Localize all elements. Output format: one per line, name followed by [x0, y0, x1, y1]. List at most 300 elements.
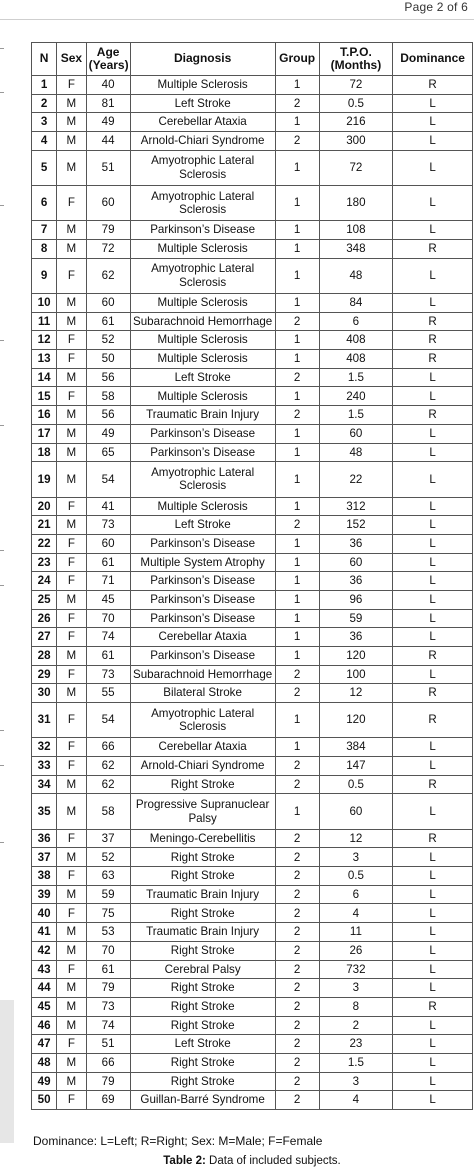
age-cell: 60 — [86, 294, 130, 313]
sex-cell: F — [57, 867, 86, 886]
group-cell: 2 — [275, 979, 319, 998]
dominance-cell: L — [393, 794, 473, 829]
group-cell: 1 — [275, 794, 319, 829]
group-cell: 1 — [275, 240, 319, 259]
diagnosis-cell: Parkinson’s Disease — [130, 590, 275, 609]
age-cell: 58 — [86, 387, 130, 406]
subjects-table — [31, 42, 473, 1110]
dominance-cell: R — [393, 76, 473, 95]
sex-cell: F — [57, 757, 86, 776]
age-cell: 61 — [86, 553, 130, 572]
dominance-cell: R — [393, 406, 473, 425]
dominance-cell: L — [393, 1016, 473, 1035]
side-panel-shade — [0, 1000, 14, 1143]
age-cell: 63 — [86, 867, 130, 886]
age-cell: 62 — [86, 775, 130, 794]
diagnosis-cell: Parkinson’s Disease — [130, 221, 275, 240]
tpo-cell: 72 — [319, 76, 393, 95]
age-cell: 40 — [86, 76, 130, 95]
diagnosis-cell: Progressive Supranuclear Palsy — [130, 794, 275, 829]
sex-cell: F — [57, 665, 86, 684]
sex-cell: M — [57, 1016, 86, 1035]
sex-cell: M — [57, 240, 86, 259]
diagnosis-cell: Right Stroke — [130, 979, 275, 998]
table-row — [32, 609, 473, 628]
n-cell: 35 — [32, 794, 57, 829]
table-row — [32, 1053, 473, 1072]
n-cell: 3 — [32, 113, 57, 132]
n-cell: 11 — [32, 312, 57, 331]
table-row — [32, 979, 473, 998]
age-cell: 52 — [86, 848, 130, 867]
tpo-cell: 3 — [319, 848, 393, 867]
margin-tick — [0, 92, 4, 93]
tpo-cell: 732 — [319, 960, 393, 979]
diagnosis-cell: Arnold-Chiari Syndrome — [130, 757, 275, 776]
dominance-cell: L — [393, 665, 473, 684]
dominance-cell: L — [393, 1053, 473, 1072]
sex-cell: M — [57, 848, 86, 867]
n-cell: 45 — [32, 997, 57, 1016]
tpo-cell: 72 — [319, 150, 393, 185]
sex-cell: M — [57, 997, 86, 1016]
diagnosis-cell: Cerebral Palsy — [130, 960, 275, 979]
table-row — [32, 312, 473, 331]
age-cell: 62 — [86, 258, 130, 293]
sex-cell: M — [57, 368, 86, 387]
dominance-cell: L — [393, 387, 473, 406]
diagnosis-cell: Subarachnoid Hemorrhage — [130, 665, 275, 684]
diagnosis-cell: Parkinson’s Disease — [130, 534, 275, 553]
n-cell: 7 — [32, 221, 57, 240]
sex-cell: F — [57, 609, 86, 628]
dominance-cell: L — [393, 94, 473, 113]
diagnosis-cell: Amyotrophic Lateral Sclerosis — [130, 703, 275, 738]
n-cell: 23 — [32, 553, 57, 572]
sex-cell: F — [57, 186, 86, 221]
age-cell: 61 — [86, 960, 130, 979]
dominance-cell: L — [393, 150, 473, 185]
table-row — [32, 738, 473, 757]
tpo-cell: 408 — [319, 331, 393, 350]
diagnosis-cell: Right Stroke — [130, 941, 275, 960]
diagnosis-cell: Right Stroke — [130, 997, 275, 1016]
tpo-cell: 6 — [319, 885, 393, 904]
group-cell: 1 — [275, 647, 319, 666]
group-cell: 2 — [275, 885, 319, 904]
tpo-cell: 4 — [319, 904, 393, 923]
group-cell: 2 — [275, 757, 319, 776]
n-cell: 22 — [32, 534, 57, 553]
diagnosis-cell: Cerebellar Ataxia — [130, 738, 275, 757]
n-cell: 44 — [32, 979, 57, 998]
dominance-cell: L — [393, 368, 473, 387]
tpo-cell: 152 — [319, 516, 393, 535]
dominance-cell: L — [393, 590, 473, 609]
table-row — [32, 350, 473, 369]
age-cell: 44 — [86, 132, 130, 151]
table-header-row — [32, 43, 473, 76]
diagnosis-cell: Arnold-Chiari Syndrome — [130, 132, 275, 151]
header-sex: Sex — [57, 43, 86, 76]
n-cell: 34 — [32, 775, 57, 794]
header-divider — [0, 19, 474, 20]
dominance-cell: L — [393, 904, 473, 923]
table-row — [32, 647, 473, 666]
age-cell: 65 — [86, 443, 130, 462]
age-cell: 60 — [86, 186, 130, 221]
n-cell: 18 — [32, 443, 57, 462]
table-row — [32, 294, 473, 313]
group-cell: 2 — [275, 665, 319, 684]
age-cell: 73 — [86, 516, 130, 535]
group-cell: 1 — [275, 150, 319, 185]
table-row — [32, 829, 473, 848]
age-cell: 61 — [86, 312, 130, 331]
table-row — [32, 221, 473, 240]
tpo-cell: 1.5 — [319, 406, 393, 425]
n-cell: 13 — [32, 350, 57, 369]
age-cell: 49 — [86, 424, 130, 443]
dominance-cell: R — [393, 684, 473, 703]
age-cell: 51 — [86, 150, 130, 185]
tpo-cell: 1.5 — [319, 1053, 393, 1072]
tpo-cell: 6 — [319, 312, 393, 331]
group-cell: 2 — [275, 406, 319, 425]
dominance-cell: R — [393, 997, 473, 1016]
table-row — [32, 775, 473, 794]
table-row — [32, 867, 473, 886]
group-cell: 2 — [275, 312, 319, 331]
table-row — [32, 424, 473, 443]
sex-cell: F — [57, 497, 86, 516]
tpo-cell: 180 — [319, 186, 393, 221]
diagnosis-cell: Parkinson’s Disease — [130, 647, 275, 666]
sex-cell: M — [57, 424, 86, 443]
age-cell: 54 — [86, 462, 130, 497]
diagnosis-cell: Cerebellar Ataxia — [130, 113, 275, 132]
group-cell: 1 — [275, 331, 319, 350]
group-cell: 2 — [275, 1035, 319, 1054]
diagnosis-cell: Multiple Sclerosis — [130, 350, 275, 369]
table-row — [32, 960, 473, 979]
diagnosis-cell: Parkinson’s Disease — [130, 572, 275, 591]
diagnosis-cell: Parkinson’s Disease — [130, 443, 275, 462]
group-cell: 2 — [275, 848, 319, 867]
margin-tick — [0, 730, 4, 731]
tpo-cell: 120 — [319, 647, 393, 666]
n-cell: 21 — [32, 516, 57, 535]
age-cell: 41 — [86, 497, 130, 516]
diagnosis-cell: Right Stroke — [130, 904, 275, 923]
table-row — [32, 628, 473, 647]
n-cell: 38 — [32, 867, 57, 886]
table-row — [32, 848, 473, 867]
diagnosis-cell: Right Stroke — [130, 1016, 275, 1035]
tpo-cell: 1.5 — [319, 368, 393, 387]
dominance-cell: L — [393, 294, 473, 313]
sex-cell: F — [57, 387, 86, 406]
diagnosis-cell: Multiple Sclerosis — [130, 76, 275, 95]
age-cell: 81 — [86, 94, 130, 113]
n-cell: 48 — [32, 1053, 57, 1072]
group-cell: 2 — [275, 941, 319, 960]
diagnosis-cell: Parkinson’s Disease — [130, 424, 275, 443]
sex-cell: M — [57, 979, 86, 998]
n-cell: 19 — [32, 462, 57, 497]
dominance-cell: L — [393, 443, 473, 462]
age-cell: 73 — [86, 997, 130, 1016]
sex-cell: F — [57, 331, 86, 350]
table-row — [32, 462, 473, 497]
diagnosis-cell: Left Stroke — [130, 368, 275, 387]
diagnosis-cell: Traumatic Brain Injury — [130, 923, 275, 942]
sex-cell: F — [57, 1091, 86, 1110]
sex-cell: F — [57, 904, 86, 923]
diagnosis-cell: Multiple Sclerosis — [130, 387, 275, 406]
group-cell: 2 — [275, 368, 319, 387]
sex-cell: M — [57, 590, 86, 609]
diagnosis-cell: Subarachnoid Hemorrhage — [130, 312, 275, 331]
dominance-cell: L — [393, 848, 473, 867]
table-row — [32, 331, 473, 350]
group-cell: 1 — [275, 443, 319, 462]
diagnosis-cell: Amyotrophic Lateral Sclerosis — [130, 258, 275, 293]
diagnosis-cell: Traumatic Brain Injury — [130, 406, 275, 425]
n-cell: 39 — [32, 885, 57, 904]
group-cell: 1 — [275, 497, 319, 516]
dominance-cell: R — [393, 312, 473, 331]
n-cell: 37 — [32, 848, 57, 867]
table-row — [32, 113, 473, 132]
tpo-cell: 3 — [319, 979, 393, 998]
table-row — [32, 665, 473, 684]
diagnosis-cell: Amyotrophic Lateral Sclerosis — [130, 186, 275, 221]
tpo-cell: 36 — [319, 534, 393, 553]
n-cell: 33 — [32, 757, 57, 776]
diagnosis-cell: Multiple Sclerosis — [130, 240, 275, 259]
dominance-cell: L — [393, 553, 473, 572]
dominance-cell: L — [393, 497, 473, 516]
sex-cell: F — [57, 553, 86, 572]
diagnosis-cell: Guillan-Barré Syndrome — [130, 1091, 275, 1110]
n-cell: 32 — [32, 738, 57, 757]
page-number: Page 2 of 6 — [404, 0, 468, 14]
tpo-cell: 48 — [319, 258, 393, 293]
dominance-cell: R — [393, 703, 473, 738]
group-cell: 2 — [275, 516, 319, 535]
dominance-cell: L — [393, 979, 473, 998]
age-cell: 70 — [86, 609, 130, 628]
sex-cell: M — [57, 113, 86, 132]
table-row — [32, 240, 473, 259]
tpo-cell: 12 — [319, 829, 393, 848]
n-cell: 24 — [32, 572, 57, 591]
age-cell: 72 — [86, 240, 130, 259]
margin-tick — [0, 48, 4, 49]
tpo-cell: 4 — [319, 1091, 393, 1110]
dominance-cell: L — [393, 628, 473, 647]
group-cell: 1 — [275, 424, 319, 443]
tpo-cell: 300 — [319, 132, 393, 151]
dominance-cell: R — [393, 647, 473, 666]
dominance-cell: L — [393, 960, 473, 979]
dominance-cell: L — [393, 609, 473, 628]
group-cell: 1 — [275, 609, 319, 628]
diagnosis-cell: Traumatic Brain Injury — [130, 885, 275, 904]
age-cell: 56 — [86, 368, 130, 387]
header-dominance: Dominance — [393, 43, 473, 76]
age-cell: 51 — [86, 1035, 130, 1054]
age-cell: 45 — [86, 590, 130, 609]
sex-cell: F — [57, 534, 86, 553]
age-cell: 79 — [86, 979, 130, 998]
sex-cell: M — [57, 794, 86, 829]
table-row — [32, 443, 473, 462]
tpo-cell: 240 — [319, 387, 393, 406]
sex-cell: F — [57, 738, 86, 757]
n-cell: 49 — [32, 1072, 57, 1091]
diagnosis-cell: Amyotrophic Lateral Sclerosis — [130, 150, 275, 185]
diagnosis-cell: Right Stroke — [130, 1053, 275, 1072]
margin-tick — [0, 842, 4, 843]
diagnosis-cell: Left Stroke — [130, 1035, 275, 1054]
table-row — [32, 186, 473, 221]
n-cell: 43 — [32, 960, 57, 979]
tpo-cell: 12 — [319, 684, 393, 703]
table-row — [32, 1035, 473, 1054]
tpo-cell: 0.5 — [319, 867, 393, 886]
age-cell: 66 — [86, 1053, 130, 1072]
table-row — [32, 368, 473, 387]
dominance-cell: R — [393, 240, 473, 259]
group-cell: 1 — [275, 738, 319, 757]
n-cell: 17 — [32, 424, 57, 443]
sex-cell: F — [57, 258, 86, 293]
tpo-cell: 2 — [319, 1016, 393, 1035]
diagnosis-cell: Right Stroke — [130, 848, 275, 867]
table-row — [32, 76, 473, 95]
n-cell: 47 — [32, 1035, 57, 1054]
margin-tick — [0, 425, 4, 426]
tpo-cell: 3 — [319, 1072, 393, 1091]
table-row — [32, 1016, 473, 1035]
group-cell: 2 — [275, 829, 319, 848]
dominance-cell: L — [393, 757, 473, 776]
group-cell: 2 — [275, 867, 319, 886]
n-cell: 15 — [32, 387, 57, 406]
dominance-cell: L — [393, 424, 473, 443]
header-diagnosis: Diagnosis — [130, 43, 275, 76]
n-cell: 26 — [32, 609, 57, 628]
age-cell: 75 — [86, 904, 130, 923]
table-row — [32, 590, 473, 609]
table-row — [32, 94, 473, 113]
n-cell: 40 — [32, 904, 57, 923]
tpo-cell: 216 — [319, 113, 393, 132]
diagnosis-cell: Cerebellar Ataxia — [130, 628, 275, 647]
group-cell: 1 — [275, 76, 319, 95]
group-cell: 2 — [275, 1091, 319, 1110]
sex-cell: M — [57, 150, 86, 185]
tpo-cell: 23 — [319, 1035, 393, 1054]
group-cell: 1 — [275, 553, 319, 572]
age-cell: 52 — [86, 331, 130, 350]
n-cell: 12 — [32, 331, 57, 350]
age-cell: 58 — [86, 794, 130, 829]
group-cell: 2 — [275, 904, 319, 923]
table-row — [32, 885, 473, 904]
group-cell: 1 — [275, 294, 319, 313]
sex-cell: F — [57, 703, 86, 738]
diagnosis-cell: Multiple Sclerosis — [130, 294, 275, 313]
sex-cell: M — [57, 406, 86, 425]
header-n: N — [32, 43, 57, 76]
dominance-cell: L — [393, 1072, 473, 1091]
table-row — [32, 1091, 473, 1110]
n-cell: 46 — [32, 1016, 57, 1035]
group-cell: 2 — [275, 923, 319, 942]
group-cell: 1 — [275, 113, 319, 132]
table-row — [32, 572, 473, 591]
dominance-cell: R — [393, 775, 473, 794]
sex-cell: M — [57, 775, 86, 794]
sex-cell: M — [57, 443, 86, 462]
n-cell: 4 — [32, 132, 57, 151]
sex-cell: M — [57, 941, 86, 960]
table-row — [32, 553, 473, 572]
age-cell: 56 — [86, 406, 130, 425]
dominance-cell: L — [393, 516, 473, 535]
n-cell: 36 — [32, 829, 57, 848]
n-cell: 1 — [32, 76, 57, 95]
tpo-cell: 312 — [319, 497, 393, 516]
tpo-cell: 60 — [319, 553, 393, 572]
margin-tick — [0, 340, 4, 341]
table-row — [32, 904, 473, 923]
sex-cell: M — [57, 647, 86, 666]
age-cell: 79 — [86, 221, 130, 240]
group-cell: 1 — [275, 221, 319, 240]
n-cell: 41 — [32, 923, 57, 942]
n-cell: 31 — [32, 703, 57, 738]
sex-cell: F — [57, 829, 86, 848]
dominance-cell: L — [393, 885, 473, 904]
group-cell: 2 — [275, 1072, 319, 1091]
sex-cell: M — [57, 1053, 86, 1072]
group-cell: 2 — [275, 684, 319, 703]
table-row — [32, 923, 473, 942]
age-cell: 74 — [86, 628, 130, 647]
diagnosis-cell: Multiple Sclerosis — [130, 497, 275, 516]
group-cell: 2 — [275, 132, 319, 151]
sex-cell: M — [57, 923, 86, 942]
sex-cell: M — [57, 221, 86, 240]
dominance-cell: L — [393, 462, 473, 497]
age-cell: 62 — [86, 757, 130, 776]
table-row — [32, 150, 473, 185]
age-cell: 60 — [86, 534, 130, 553]
sex-cell: M — [57, 462, 86, 497]
table-row — [32, 497, 473, 516]
group-cell: 1 — [275, 387, 319, 406]
sex-cell: M — [57, 312, 86, 331]
age-cell: 55 — [86, 684, 130, 703]
tpo-cell: 60 — [319, 424, 393, 443]
diagnosis-cell: Amyotrophic Lateral Sclerosis — [130, 462, 275, 497]
tpo-cell: 60 — [319, 794, 393, 829]
dominance-cell: L — [393, 113, 473, 132]
